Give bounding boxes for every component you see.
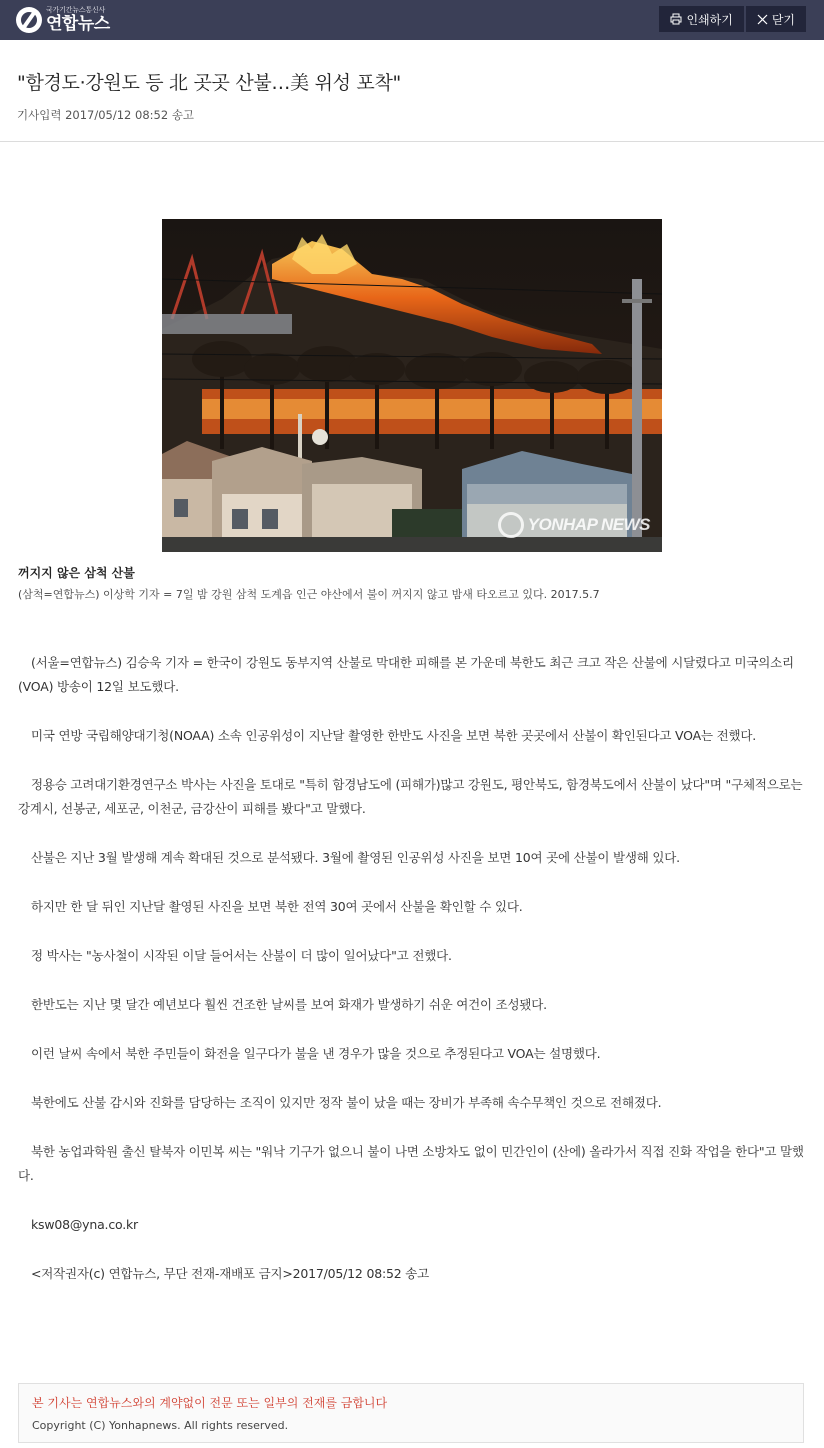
- close-icon: [757, 14, 768, 25]
- article-header: [0, 40, 824, 142]
- footer-copyright: Copyright (C) Yonhapnews. All rights reserved.: [32, 1419, 289, 1432]
- article-paragraph: 북한 농업과학원 출신 탈북자 이민복 씨는 "워낙 기구가 없으니 불이 나면 소방차도 없이 민간인이 (산에) 올라가서 직접 진화 작업을 한다"고 말했다.: [18, 1144, 804, 1183]
- print-label: 인쇄하기: [686, 12, 733, 27]
- article-paragraph: 한반도는 지난 몇 달간 예년보다 훨씬 건조한 날씨를 보여 화재가 발생하기 쉬운 여건이 조성됐다.: [31, 997, 547, 1012]
- footer-warning: 본 기사는 연합뉴스와의 계약없이 전문 또는 일부의 전재를 금합니다: [32, 1396, 388, 1410]
- article-photo: [162, 219, 662, 552]
- photo-caption-title: 꺼지지 않은 삼척 산불: [18, 566, 135, 580]
- article-dateline: 기사입력 2017/05/12 08:52 송고: [17, 108, 195, 122]
- article-paragraph: 산불은 지난 3월 발생해 계속 확대된 것으로 분석됐다. 3월에 촬영된 인공위성 사진을 보면 10여 곳에 산불이 발생해 있다.: [31, 850, 680, 865]
- printer-icon: [670, 13, 682, 25]
- article-paragraph: 이런 날씨 속에서 북한 주민들이 화전을 일구다가 불을 낸 경우가 많을 것으로 추정된다고 VOA는 설명했다.: [31, 1046, 601, 1061]
- logo-subtitle: 국가기간뉴스통신사: [46, 6, 106, 14]
- watermark-text: YONHAP NEWS: [527, 515, 650, 534]
- logo-name: 연합뉴스: [46, 14, 110, 34]
- top-bar: [0, 0, 824, 40]
- footer-notice: [18, 1383, 804, 1443]
- print-button[interactable]: [659, 6, 743, 32]
- photo-caption-text: (삼척=연합뉴스) 이상학 기자 = 7일 밤 강원 삼척 도계읍 인근 야산에서 불이 꺼지지 않고 밤새 타오르고 있다. 2017.5.7: [18, 588, 600, 601]
- photo-watermark: [498, 512, 650, 538]
- article-paragraph: (서울=연합뉴스) 김승욱 기자 = 한국이 강원도 동부지역 산불로 막대한 피해를 본 가운데 북한도 최근 크고 작은 산불에 시달렸다고 미국의소리(VOA) 방송이 12일 보도했다.: [18, 655, 794, 694]
- yonhap-logo-icon: [16, 7, 42, 33]
- article-paragraph: 정용승 고려대기환경연구소 박사는 사진을 토대로 "특히 함경남도에 (피해가)많고 강원도, 평안북도, 함경북도에서 산불이 났다"며 "구체적으로는 강계시, 선봉군, 세포군, 이천군, 금강산이 피해를 봤다"고 말했다.: [18, 777, 803, 816]
- article-paragraph: 정 박사는 "농사철이 시작된 이달 들어서는 산불이 더 많이 일어났다"고 전했다.: [31, 948, 452, 963]
- wildfire-photo: [162, 219, 662, 552]
- article-body: [0, 651, 824, 1286]
- article-headline: "함경도·강원도 등 北 곳곳 산불…美 위성 포착": [17, 72, 401, 94]
- top-actions: [659, 6, 806, 32]
- yonhap-logo[interactable]: [16, 4, 110, 36]
- article-paragraph: 미국 연방 국립해양대기청(NOAA) 소속 인공위성이 지난달 촬영한 한반도 사진을 보면 북한 곳곳에서 산불이 확인된다고 VOA는 전했다.: [31, 728, 757, 743]
- close-label: 닫기: [771, 12, 795, 27]
- article-paragraph: 하지만 한 달 뒤인 지난달 촬영된 사진을 보면 북한 전역 30여 곳에서 산불을 확인할 수 있다.: [31, 899, 523, 914]
- close-button[interactable]: [746, 6, 806, 32]
- yonhap-watermark-icon: [498, 512, 524, 538]
- copyright-notice: <저작권자(c) 연합뉴스, 무단 전재-재배포 금지>2017/05/12 08:52 송고: [31, 1266, 429, 1281]
- article-paragraph: 북한에도 산불 감시와 진화를 담당하는 조직이 있지만 정작 불이 났을 때는 장비가 부족해 속수무책인 것으로 전해졌다.: [31, 1095, 662, 1110]
- reporter-email: ksw08@yna.co.kr: [31, 1217, 138, 1232]
